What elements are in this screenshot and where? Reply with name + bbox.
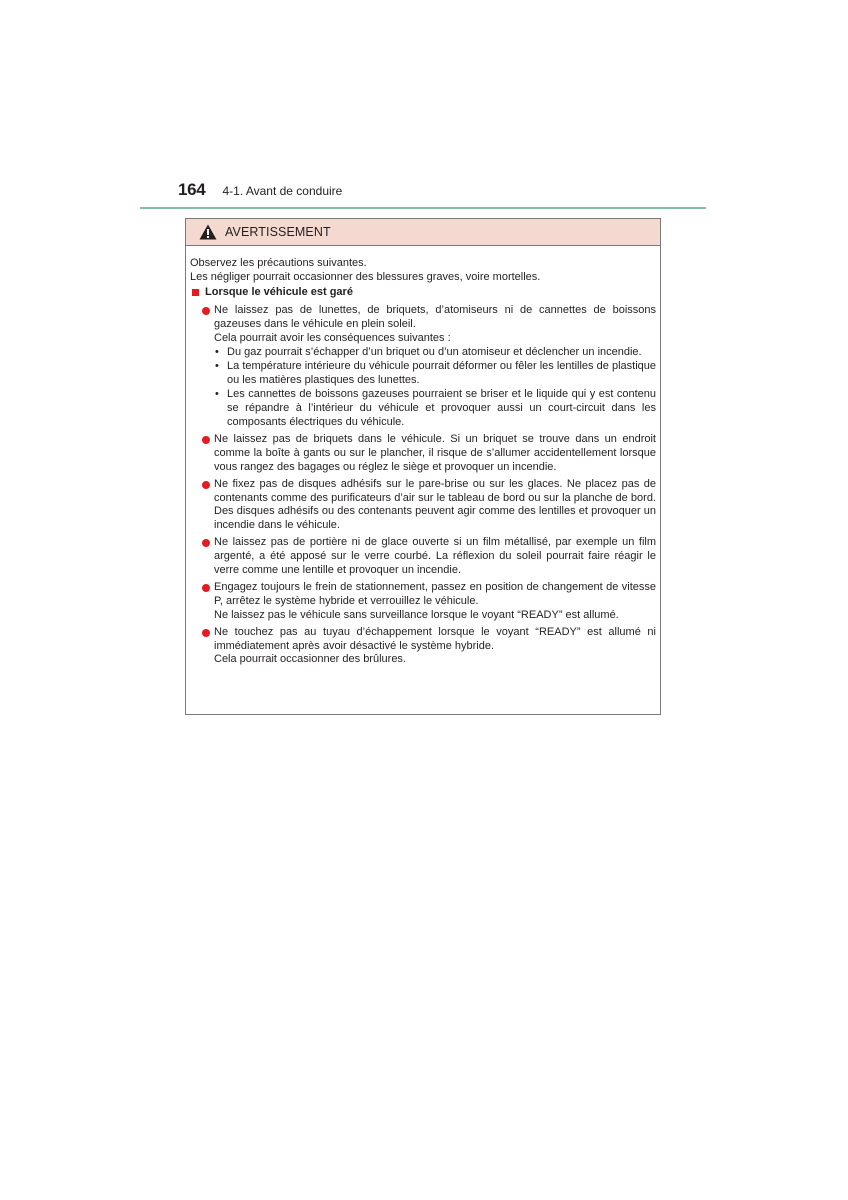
- red-dot-bullet-icon: [202, 629, 210, 637]
- sub-item-text: Du gaz pourrait s’échapper d’un briquet ou d’un atomiseur et déclencher un incendie.: [227, 346, 642, 359]
- list-item: [190, 581, 656, 623]
- sub-item-text: Les cannettes de boissons gazeuses pourraient se briser et le liquide qui y est contenu se répandre à l’intérieur du véhicule et provoquer aussi un court-circuit dans les composants électriques du véhicule.: [227, 388, 656, 428]
- warning-body: [186, 246, 660, 667]
- red-dot-bullet-icon: [202, 307, 210, 315]
- warning-header: [186, 219, 660, 246]
- page-header: [178, 180, 342, 204]
- subsection-title: Lorsque le véhicule est garé: [205, 285, 353, 298]
- sub-list-item: [214, 346, 656, 360]
- item-text: Ne laissez pas de lunettes, de briquets, d’atomiseurs ni de cannettes de boissons gazeuses dans le véhicule en plein soleil.: [214, 303, 656, 330]
- warning-title: AVERTISSEMENT: [225, 225, 331, 239]
- warning-box: [185, 218, 661, 715]
- item-text: Ne fixez pas de disques adhésifs sur le pare-brise ou sur les glaces. Ne placez pas de contenants comme des purificateurs d’air sur le tableau de bord ou sur la planche de bord. Des disques adhésifs ou des contenants peuvent agir comme des lentilles et provoquer un incendie dans le véhicule.: [214, 477, 656, 532]
- intro-line: Les négliger pourrait occasionner des blessures graves, voire mortelles.: [190, 270, 541, 283]
- small-bullet-icon: •: [215, 346, 219, 359]
- warning-items: [190, 304, 656, 668]
- sub-list: [214, 346, 656, 429]
- list-item: [190, 478, 656, 534]
- sub-item-text: La température intérieure du véhicule pourrait déformer ou fêler les lentilles de plastique ou les matières plastiques des lunettes.: [227, 360, 656, 387]
- red-dot-bullet-icon: [202, 539, 210, 547]
- red-dot-bullet-icon: [202, 436, 210, 444]
- page-number: 164: [178, 180, 206, 199]
- header-divider: [140, 207, 706, 209]
- red-dot-bullet-icon: [202, 481, 210, 489]
- list-item: [190, 626, 656, 668]
- subsection-heading: [190, 286, 656, 300]
- item-text: Ne laissez pas le véhicule sans surveillance lorsque le voyant “READY” est allumé.: [214, 608, 619, 621]
- list-item: [190, 536, 656, 578]
- list-item: [190, 433, 656, 475]
- item-text: Cela pourrait occasionner des brûlures.: [214, 653, 406, 666]
- sub-list-item: [214, 388, 656, 430]
- item-text: Ne laissez pas de briquets dans le véhicule. Si un briquet se trouve dans un endroit comme la boîte à gants ou sur le plancher, il risque de s’allumer accidentellement lorsque vous rangez des bagages ou réglez le siège et provoquer un incendie.: [214, 432, 656, 473]
- section-title: 4-1. Avant de conduire: [222, 184, 343, 198]
- list-item: [190, 304, 656, 430]
- small-bullet-icon: •: [215, 360, 219, 373]
- small-bullet-icon: •: [215, 388, 219, 401]
- item-text: Ne laissez pas de portière ni de glace ouverte si un film métallisé, par exemple un film argenté, a été apposé sur le verre courbé. La réflexion du soleil pourrait faire réagir le verre comme une lentille et provoquer un incendie.: [214, 536, 656, 577]
- warning-triangle-icon: [199, 224, 217, 240]
- intro-line: Observez les précautions suivantes.: [190, 257, 367, 269]
- red-square-bullet-icon: [192, 289, 199, 296]
- red-dot-bullet-icon: [202, 584, 210, 592]
- item-text: Cela pourrait avoir les conséquences suivantes :: [214, 331, 451, 344]
- warning-intro: [190, 257, 656, 285]
- item-text: Ne touchez pas au tuyau d’échappement lorsque le voyant “READY” est allumé ni immédiatement après avoir désactivé le système hybride.: [214, 625, 656, 652]
- item-text: Engagez toujours le frein de stationnement, passez en position de changement de vitesse P, arrêtez le système hybride et verrouillez le véhicule.: [214, 580, 656, 607]
- sub-list-item: [214, 360, 656, 388]
